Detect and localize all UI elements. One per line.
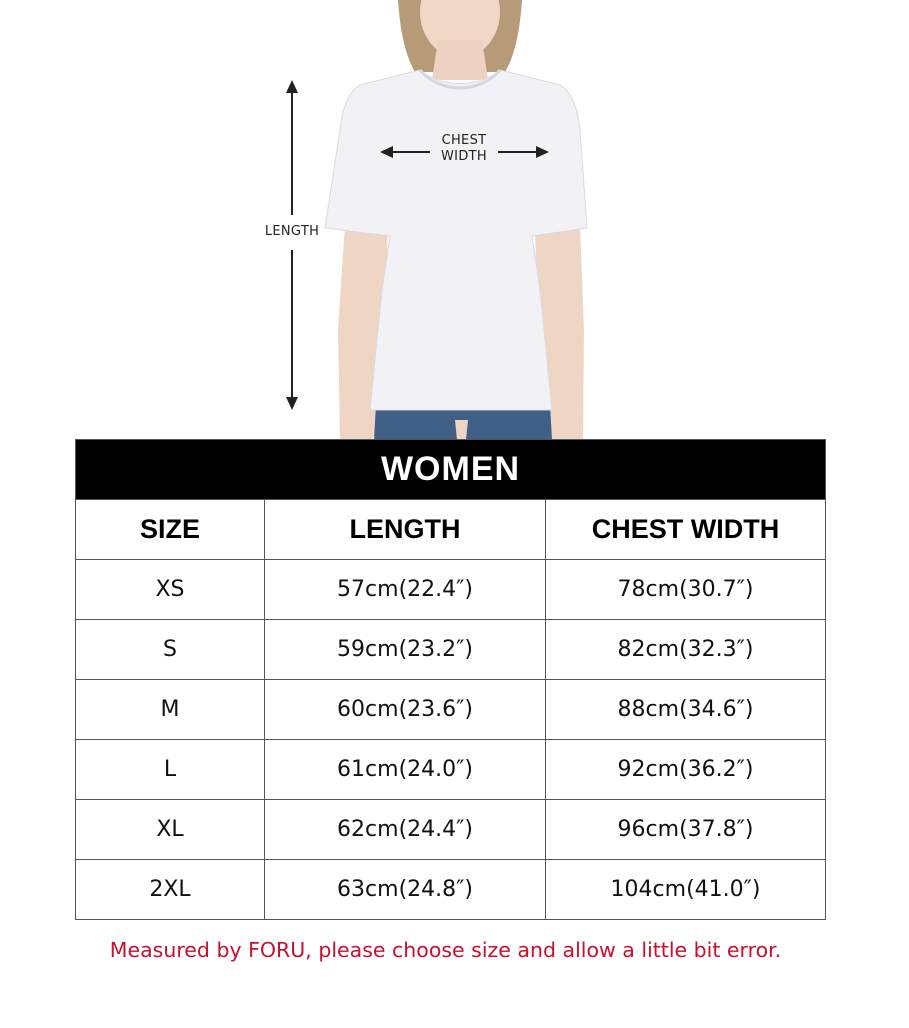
size-cell: XL <box>156 817 184 842</box>
length-cell: 62cm(24.4″) <box>264 800 545 859</box>
neck <box>432 40 488 80</box>
length-cell: 57cm(22.4″) <box>264 560 545 619</box>
table-row <box>76 619 825 679</box>
table-row <box>76 739 825 799</box>
length-label: LENGTH <box>264 224 320 239</box>
length-cell: 59cm(23.2″) <box>264 620 545 679</box>
chest-width-cell: 82cm(32.3″) <box>545 620 825 679</box>
table-header-row <box>76 499 825 559</box>
chest-width-cell: 104cm(41.0″) <box>545 860 825 919</box>
table-row <box>76 679 825 739</box>
size-cell: XS <box>155 577 185 602</box>
length-cell: 61cm(24.0″) <box>264 740 545 799</box>
chest-width-cell: 92cm(36.2″) <box>545 740 825 799</box>
size-chart-table <box>75 439 826 920</box>
header-size: SIZE <box>139 514 200 544</box>
length-cell: 60cm(23.6″) <box>264 680 545 739</box>
header-length: LENGTH <box>264 500 545 559</box>
length-arrow <box>286 80 298 410</box>
table-title: WOMEN <box>76 440 825 499</box>
table-row <box>76 859 825 919</box>
size-cell: M <box>160 697 180 722</box>
chest-width-cell: 96cm(37.8″) <box>545 800 825 859</box>
table-row <box>76 799 825 859</box>
model-photo <box>0 0 909 440</box>
chest-width-cell: 88cm(34.6″) <box>545 680 825 739</box>
length-cell: 63cm(24.8″) <box>264 860 545 919</box>
size-cell: L <box>163 757 177 782</box>
size-cell: S <box>163 637 177 662</box>
chest-width-label <box>424 133 504 165</box>
chest-label-line2: WIDTH <box>441 149 487 164</box>
chest-label-line1: CHEST <box>441 133 487 148</box>
table-row <box>76 559 825 619</box>
right-hand <box>455 420 468 440</box>
measurement-note: Measured by FORU, please choose size and allow a little bit error. <box>109 938 782 962</box>
chest-width-cell: 78cm(30.7″) <box>545 560 825 619</box>
size-cell: 2XL <box>149 877 191 902</box>
header-chest-width: CHEST WIDTH <box>545 500 825 559</box>
